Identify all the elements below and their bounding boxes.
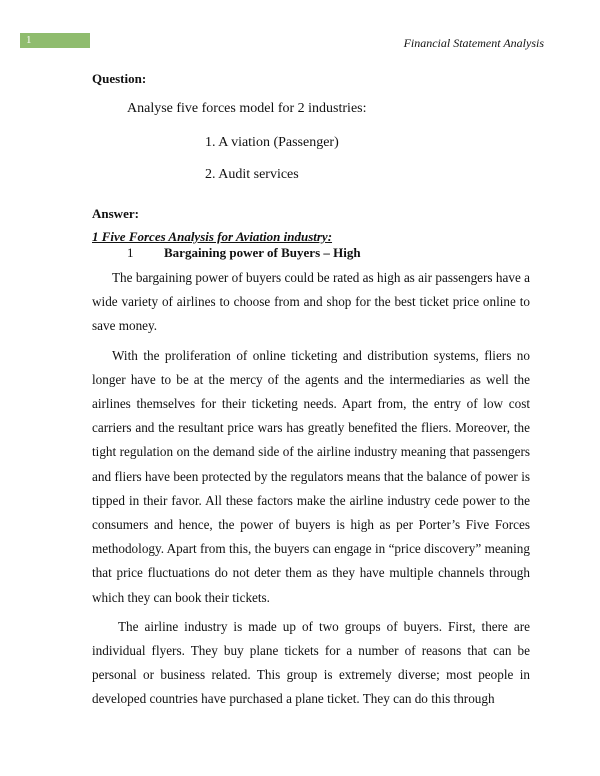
question-item-audit: 2. Audit services	[205, 167, 299, 182]
paragraph: The airline industry is made up of two groups of buyers. First, there are individual flyers. They buy plane tickets for a number of reasons that can be personal or business related. This group is extremely diverse; most people in developed countries have purchased a plane ticket. They can do this through	[92, 618, 530, 707]
paragraph: The bargaining power of buyers could be rated as high as air passengers have a wide variety of airlines to choose from and shop for the best ticket price online to save money.	[92, 270, 530, 334]
body-text	[92, 266, 530, 712]
paragraph: With the proliferation of online ticketing and distribution systems, fliers no longer have to be at the mercy of the agents and the intermediaries as well the airlines themselves for their ticketing needs. Apart from, the entry of low cost carriers and the resultant price wars has greatly benefited the fliers. Moreover, the tight regulation on the demand side of the airline industry meaning that passengers and fliers have been protected by the regulators means that the balance of power is tipped in their favor. All these factors make the airline industry cede power to the consumers and hence, the power of buyers is high as per Porter’s Five Forces methodology. Apart from this, the buyers can engage in “price discovery” meaning that price fluctuations do not deter them as they have multiple channels through which they can book their tickets.	[92, 347, 530, 605]
question-label: Question:	[92, 71, 147, 86]
question-text: Analyse five forces model for 2 industries:	[127, 101, 367, 116]
question-item-aviation: 1. A viation (Passenger)	[205, 135, 339, 150]
subheading-title: Bargaining power of Buyers – High	[164, 245, 361, 260]
running-head: Financial Statement Analysis	[403, 36, 544, 50]
page-number-badge: 1	[20, 33, 90, 48]
answer-label: Answer:	[92, 206, 139, 221]
subheading-number: 1	[127, 245, 134, 260]
section-heading: 1 Five Forces Analysis for Aviation industry:	[92, 229, 333, 244]
subheading	[127, 245, 361, 261]
